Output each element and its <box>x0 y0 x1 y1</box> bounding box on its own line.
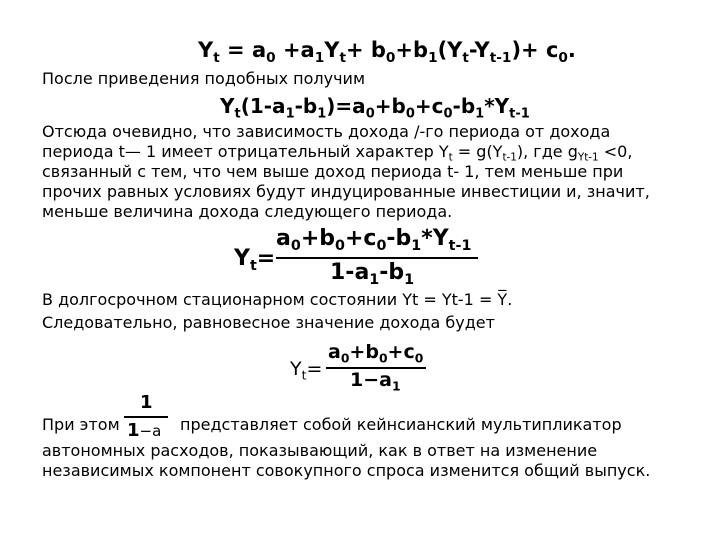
eq-sub: 1 <box>475 106 485 122</box>
eq-sub: t <box>213 49 220 66</box>
eq-part: + b <box>345 38 386 62</box>
title-equation <box>198 38 576 66</box>
fraction1-numerator: $a_0+b_0+c_0-b_1*Y_{t-1}$ <box>276 226 472 254</box>
multiplier-frac-den: 1−a <box>127 420 162 441</box>
eq-sub: 0 <box>443 106 453 122</box>
fraction1-denominator: $1-a_1-b_1$ <box>330 260 415 288</box>
eq-part: . <box>567 38 576 62</box>
multiplier-prefix: При этом <box>42 415 120 434</box>
multiplier-line-2: автономных расходов, показывающий, как в ответ на изменение <box>42 441 598 460</box>
eq-part: Y <box>324 38 340 62</box>
fraction1-lhs: $Y_t=$ <box>234 246 276 274</box>
multiplier-line-3: независимых компонент совокупного спроса изменится общий выпуск. <box>42 461 651 480</box>
eq-sub: t-1 <box>509 106 530 122</box>
eq-sub: 0 <box>385 49 396 66</box>
eq-part: -b <box>294 94 318 118</box>
paragraph-line: Следовательно, равновесное значение дохода будет <box>42 313 495 332</box>
eq-part: (1-a <box>240 94 286 118</box>
eq-sub: t <box>462 49 469 66</box>
eq-part: +b <box>374 94 406 118</box>
eq-sub: 1 <box>314 49 325 66</box>
eq-sub: 1 <box>317 106 327 122</box>
paragraph-line: прочих равных условиях будут индуцированные инвестиции и, значит, <box>42 182 650 201</box>
eq-sub: 1 <box>285 106 295 122</box>
eq-part: = a <box>219 38 267 62</box>
paragraph-1 <box>42 122 650 222</box>
eq-part: Y <box>198 38 214 62</box>
fraction2-numerator: $a_0+b_0+c_0$ <box>328 341 424 366</box>
paragraph-line: периода t— 1 имеет отрицательный характер $Y_t = g(Y_{t-1})$, где $g_{Yt-1} <0$, <box>42 142 633 164</box>
fraction2-denominator: $1-a_1$ <box>350 369 401 394</box>
eq-sub: 0 <box>365 106 375 122</box>
fraction2-lhs: $Y_t=$ <box>290 358 323 383</box>
eq-sub: t-1 <box>489 49 512 66</box>
eq-part: *Y <box>484 94 510 118</box>
eq-sub: t <box>234 106 241 122</box>
paragraph-line: В долгосрочном стационарном состоянии Yt = Yt-1 = Y̅. <box>42 290 513 309</box>
eq-part: Y <box>220 94 235 118</box>
equation-2 <box>220 94 530 122</box>
eq-part: +b <box>395 38 429 62</box>
eq-sub: 0 <box>266 49 276 66</box>
eq-sub: 1 <box>428 49 438 66</box>
eq-part: )+ c <box>511 38 559 62</box>
fraction1-bar <box>276 257 478 259</box>
paragraph-2 <box>42 290 512 333</box>
paragraph-line: меньше величина дохода следующего периода. <box>42 202 453 221</box>
eq-part: -b <box>452 94 476 118</box>
multiplier-frac-num: 1 <box>140 392 153 413</box>
paragraph-line: Отсюда очевидно, что зависимость дохода /-го периода от дохода <box>42 122 611 141</box>
line-after-title: После приведения подобных получим <box>42 69 366 88</box>
eq-sub: 0 <box>558 49 568 66</box>
eq-sub: 0 <box>405 106 415 122</box>
eq-part: +c <box>414 94 444 118</box>
eq-part: )=a <box>326 94 366 118</box>
eq-part: -Y <box>468 38 490 62</box>
paragraph-line: связанный с тем, что чем выше доход периода t- 1, тем меньше при <box>42 162 624 181</box>
multiplier-suffix: представляет собой кейнсианский мультипликатор <box>180 415 622 434</box>
eq-sub: t <box>339 49 346 66</box>
eq-part: +a <box>275 38 315 62</box>
eq-part: (Y <box>437 38 463 62</box>
multiplier-frac-bar <box>124 416 168 418</box>
